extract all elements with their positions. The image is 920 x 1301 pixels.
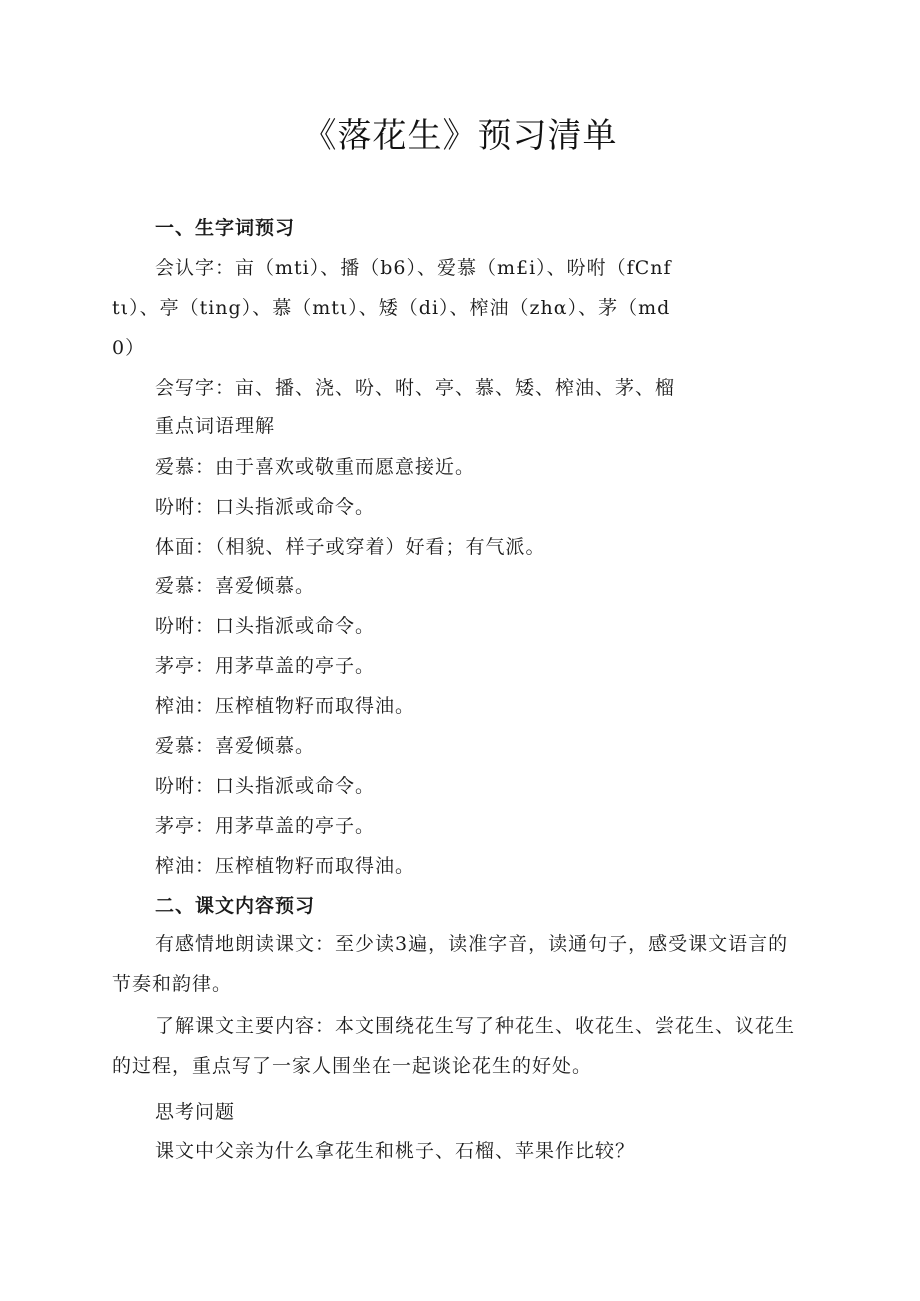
definition-item: 茅亭：用茅草盖的亭子。 [155, 655, 376, 677]
page-title: 《落花生》预习清单 [302, 116, 618, 156]
think-questions-label: 思考问题 [155, 1101, 236, 1123]
recognize-chars-line-2: tι）、亭（ting）、慕（mtι）、矮（di）、榨油（zhα）、茅（md [112, 297, 671, 319]
definition-item: 爱慕：喜爱倾慕。 [155, 575, 316, 597]
reading-paragraph-line-2: 节奏和韵律。 [112, 973, 233, 995]
definition-item: 榨油：压榨植物籽而取得油。 [155, 855, 416, 877]
write-chars-line: 会写字：亩、播、浇、吩、咐、亭、慕、矮、榨油、茅、榴 [155, 377, 676, 399]
summary-paragraph-line-1: 了解课文主要内容：本文围绕花生写了种花生、收花生、尝花生、议花生 [155, 1015, 796, 1037]
definition-item: 爱慕：由于喜欢或敬重而愿意接近。 [155, 456, 476, 478]
definition-item: 榨油：压榨植物籽而取得油。 [155, 695, 416, 717]
think-question-item: 课文中父亲为什么拿花生和桃子、石榴、苹果作比较？ [155, 1140, 636, 1162]
key-words-label: 重点词语理解 [155, 415, 276, 437]
summary-paragraph-line-2: 的过程，重点写了一家人围坐在一起谈论花生的好处。 [112, 1055, 593, 1077]
section-heading-vocabulary: 一、生字词预习 [155, 217, 296, 239]
reading-paragraph-line-1: 有感情地朗读课文：至少读3遍，读准字音，读通句子，感受课文语言的 [155, 933, 789, 955]
recognize-chars-line-3: 0） [112, 337, 146, 359]
definition-item: 体面：（相貌、样子或穿着）好看；有气派。 [155, 536, 546, 558]
definition-item: 吩咐：口头指派或命令。 [155, 615, 376, 637]
definition-item: 吩咐：口头指派或命令。 [155, 496, 376, 518]
section-heading-content: 二、课文内容预习 [155, 895, 316, 917]
recognize-chars-line-1: 会认字：亩（mti）、播（b6）、爱慕（m£i）、吩咐（fCnf [155, 257, 672, 279]
definition-item: 茅亭：用茅草盖的亭子。 [155, 815, 376, 837]
definition-item: 吩咐：口头指派或命令。 [155, 775, 376, 797]
definition-item: 爱慕：喜爱倾慕。 [155, 735, 316, 757]
